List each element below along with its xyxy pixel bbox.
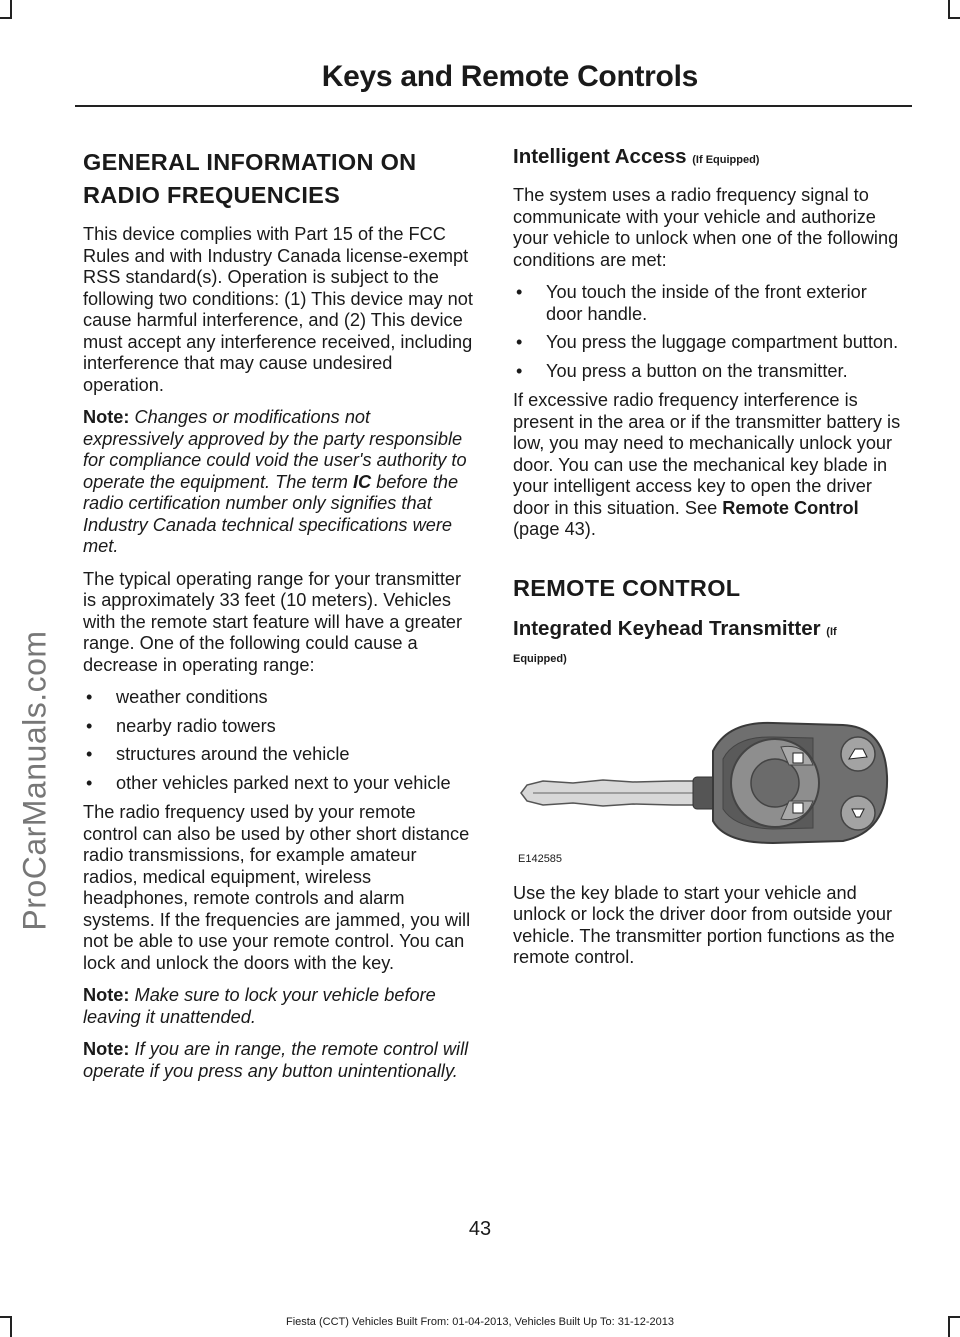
list-item: • other vehicles parked next to your vehicle bbox=[83, 773, 475, 795]
keyhead-transmitter-figure bbox=[513, 681, 908, 871]
range-paragraph: The typical operating range for your transmitter is approximately 33 feet (10 meters). Vehicles with the remote start feature will have a greater range. One of the following could cause a decrease in operating range: bbox=[83, 568, 463, 675]
page-number: 43 bbox=[468, 1218, 492, 1240]
footer-text: Fiesta (CCT) Vehicles Built From: 01-04-2013, Vehicles Built Up To: 31-12-2013 bbox=[285, 1316, 675, 1328]
key-blade-paragraph: Use the key blade to start your vehicle and unlock or lock the driver door from outside your vehicle. The transmitter portion functions as the remote control. bbox=[513, 882, 895, 967]
list-item: • You press the luggage compartment button. bbox=[513, 332, 908, 354]
fcc-paragraph: This device complies with Part 15 of the FCC Rules and with Industry Canada license-exempt RSS standard(s). Operation is subject to the following two conditions: (1) This device may not cause harmful interference, and (2) This device must accept any interference received, including interference that may cause undesired operation. bbox=[83, 224, 473, 395]
right-column bbox=[513, 140, 908, 980]
intelligent-access-heading: Intelligent Access (If Equipped) bbox=[513, 145, 760, 168]
note-modifications: Note: Changes or modifications not expressively approved by the party responsible for compliance could void the user's authority to operate the equipment. The term IC before the radio certification number only signifies that Industry Canada technical specifications were met. bbox=[83, 407, 467, 556]
note-lock-vehicle: Note: Make sure to lock your vehicle before leaving it unattended. bbox=[83, 985, 436, 1027]
page-title: Keys and Remote Controls bbox=[321, 60, 698, 93]
left-column bbox=[83, 140, 475, 1093]
figure-code: E142585 bbox=[518, 852, 563, 865]
section-heading-radio-frequencies: GENERAL INFORMATION ON RADIO FREQUENCIES bbox=[83, 149, 417, 208]
interference-paragraph: The radio frequency used by your remote control can also be used by other short distance radio transmissions, for example amateur radios, medical equipment, wireless headphones, remote controls and alarm systems. If the frequencies are jammed, you will not be able to use your remote control. You can lock and unlock the doors with the key. bbox=[83, 802, 471, 973]
list-item: • You press a button on the transmitter. bbox=[513, 361, 908, 383]
remote-control-heading: REMOTE CONTROL bbox=[513, 574, 741, 601]
sidebar-watermark bbox=[10, 500, 60, 1060]
note-unintentional-press: Note: If you are in range, the remote control will operate if you press any button unintentionally. bbox=[83, 1039, 469, 1081]
intelligent-access-paragraph: The system uses a radio frequency signal to communicate with your vehicle and authorize your vehicle to unlock when one of the following conditions are met: bbox=[513, 185, 899, 270]
integrated-keyhead-heading: Integrated Keyhead Transmitter (If Equipped) bbox=[513, 616, 837, 665]
list-item: • structures around the vehicle bbox=[83, 744, 475, 766]
interference-unlock-paragraph: If excessive radio frequency interference is present in the area or if the transmitter battery is low, you may need to mechanically unlock your door. You can use the mechanical key blade in your intelligent access key to open the driver door in this situation. See Remote Control (page 43). bbox=[513, 390, 901, 539]
header-divider bbox=[75, 105, 912, 107]
list-item: • weather conditions bbox=[83, 687, 475, 709]
list-item: • You touch the inside of the front exterior door handle. bbox=[513, 282, 908, 325]
watermark-text: ProCarManuals.com bbox=[16, 629, 53, 931]
remote-control-link[interactable]: Remote Control bbox=[722, 497, 859, 518]
key-fob-illustration bbox=[513, 681, 908, 871]
list-item: • nearby radio towers bbox=[83, 716, 475, 738]
range-factors-list bbox=[83, 687, 475, 794]
crop-mark bbox=[0, 17, 12, 19]
crop-mark bbox=[948, 17, 960, 19]
crop-mark bbox=[948, 0, 950, 18]
crop-mark bbox=[10, 0, 12, 18]
unlock-conditions-list bbox=[513, 282, 908, 382]
